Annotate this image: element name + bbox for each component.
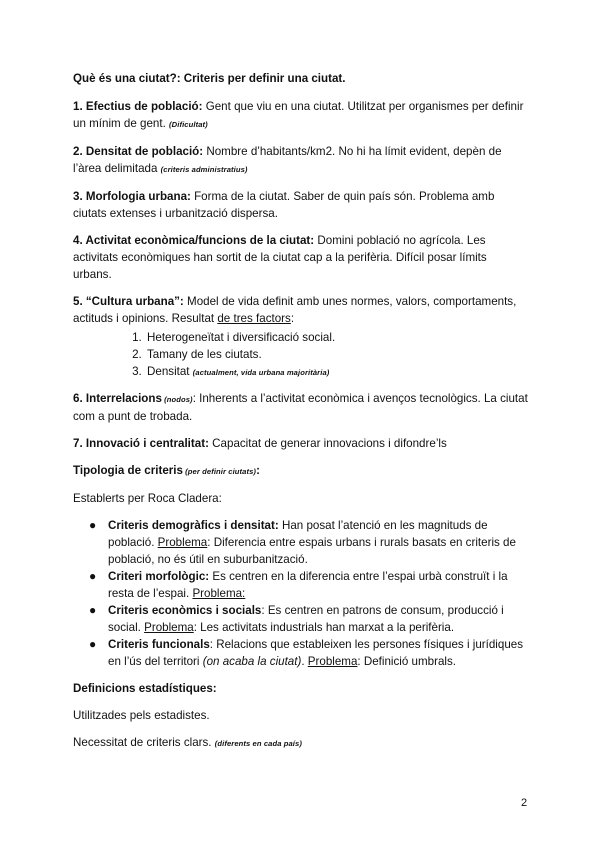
list-item — [89, 602, 528, 636]
section-title: 7. Innovació i centralitat: — [73, 437, 209, 450]
bullet-icon: ● — [89, 603, 97, 617]
problem-label: Problema — [307, 655, 358, 668]
section-title: 2. Densitat de població: — [73, 145, 204, 158]
established-by: Establerts per Roca Cladera: — [73, 492, 222, 505]
problem-label: Problema — [144, 621, 194, 634]
section-7 — [73, 435, 528, 452]
bullet-icon: ● — [89, 569, 97, 583]
section-text: Model de vida definit amb unes normes, valors, comportaments, actituds i opinions. Resultat — [73, 295, 517, 325]
criterion-after: : Definició umbrals. — [357, 655, 457, 668]
section-text: Capacitat de generar innovacions i difondre’ls — [208, 437, 447, 450]
typology-title: Tipologia de criteris — [73, 464, 183, 477]
section-text: Gent que viu en una ciutat. Utilitzat per organismes per definir un mínim de gent. — [73, 100, 524, 130]
bullet-icon: ● — [89, 518, 97, 532]
section-note: (criteris administratius) — [160, 165, 248, 174]
criterion-text: : Relacions que estableixen les persones físiques i jurídiques en l’ús del territori — [108, 638, 524, 668]
section-4 — [73, 232, 528, 283]
criterion-text: : Es centren en patrons de consum, producció i social. — [108, 604, 504, 634]
list-item — [89, 636, 528, 670]
criterion-title: Criteris econòmics i socials — [108, 604, 262, 617]
factor-text: Tamany de les ciutats. — [147, 348, 262, 361]
list-item — [89, 517, 528, 568]
criterion-mid: . — [301, 655, 308, 668]
section-note: (nodos) — [161, 395, 193, 404]
criterion-title: Criteris demogràfics i densitat: — [108, 519, 279, 532]
stats-heading: Definicions estadístiques: — [73, 682, 217, 695]
section-3 — [73, 188, 528, 222]
problem-label: Problema: — [192, 587, 246, 600]
criteria-list — [73, 517, 528, 670]
typology-tail: : — [256, 464, 260, 477]
section-title: 4. Activitat econòmica/funcions de la ciutat: — [73, 234, 315, 247]
stats-note: (diferents en cada país) — [214, 739, 302, 748]
criterion-after: : Les activitats industrials han marxat a la perifèria. — [193, 621, 455, 634]
section-title: 3. Morfologia urbana: — [73, 190, 191, 203]
stats-paragraph-2 — [73, 734, 528, 752]
list-item — [145, 346, 528, 363]
problem-label: Problema — [157, 536, 208, 549]
bullet-icon: ● — [89, 637, 97, 651]
page-number: 2 — [521, 797, 528, 809]
criterion-text: Es centren en la diferencia entre l’espai urbà construït i la resta de l’espai. — [108, 570, 508, 600]
section-1 — [73, 98, 528, 133]
stats-text: Necessitat de criteris clars. — [73, 736, 215, 749]
page-title: Què és una ciutat?: Criteris per definir una ciutat. — [73, 72, 346, 85]
criterion-after: : Diferencia entre espais urbans i rurals basats en criteris de població, no és útil en suburbanització. — [108, 536, 516, 566]
factors-list — [73, 329, 528, 381]
section-note: (Dificultat) — [169, 120, 208, 129]
criterion-title: Criteri morfològic: — [108, 570, 210, 583]
criterion-text: Han posat l’atenció en les magnituds de població. — [108, 519, 488, 549]
factor-text: Densitat — [147, 365, 193, 378]
criterion-title: Criteris funcionals — [108, 638, 210, 651]
section-6 — [73, 390, 528, 425]
section-2 — [73, 143, 528, 178]
factors-link: de tres factors — [217, 312, 291, 325]
stats-paragraph-1: Utilitzades pels estadistes. — [73, 709, 210, 722]
section-text: Forma de la ciutat. Saber de quin país són. Problema amb ciutats extenses i urbanització dispersa. — [73, 190, 495, 220]
factor-note: (actualment, vida urbana majoritària) — [192, 368, 330, 377]
list-item — [145, 363, 528, 381]
section-title: 6. Interrelacions — [73, 392, 162, 405]
section-text: : Inherents a l’activitat econòmica i avenços tecnològics. La ciutat com a punt de trobada. — [73, 392, 528, 423]
section-text: Domini població no agrícola. Les activitats econòmiques han sortit de la ciutat cap a la perifèria. Difícil posar límits urbans. — [73, 234, 487, 281]
document-page — [73, 70, 528, 762]
section-5 — [73, 293, 528, 327]
section-text: Nombre d’habitants/km2. No hi ha límit evident, depèn de l’àrea delimitada — [73, 145, 502, 175]
criterion-italic: (on acaba la ciutat) — [202, 655, 302, 668]
section-tail: : — [290, 312, 295, 325]
factor-text: Heterogeneïtat i diversificació social. — [147, 331, 336, 344]
list-item — [89, 568, 528, 602]
section-title: 1. Efectius de població: — [73, 100, 203, 113]
typology-note: (per definir ciutats) — [182, 467, 257, 476]
list-item — [145, 329, 528, 346]
typology-heading — [73, 462, 528, 480]
section-title: 5. “Cultura urbana”: — [73, 295, 184, 308]
